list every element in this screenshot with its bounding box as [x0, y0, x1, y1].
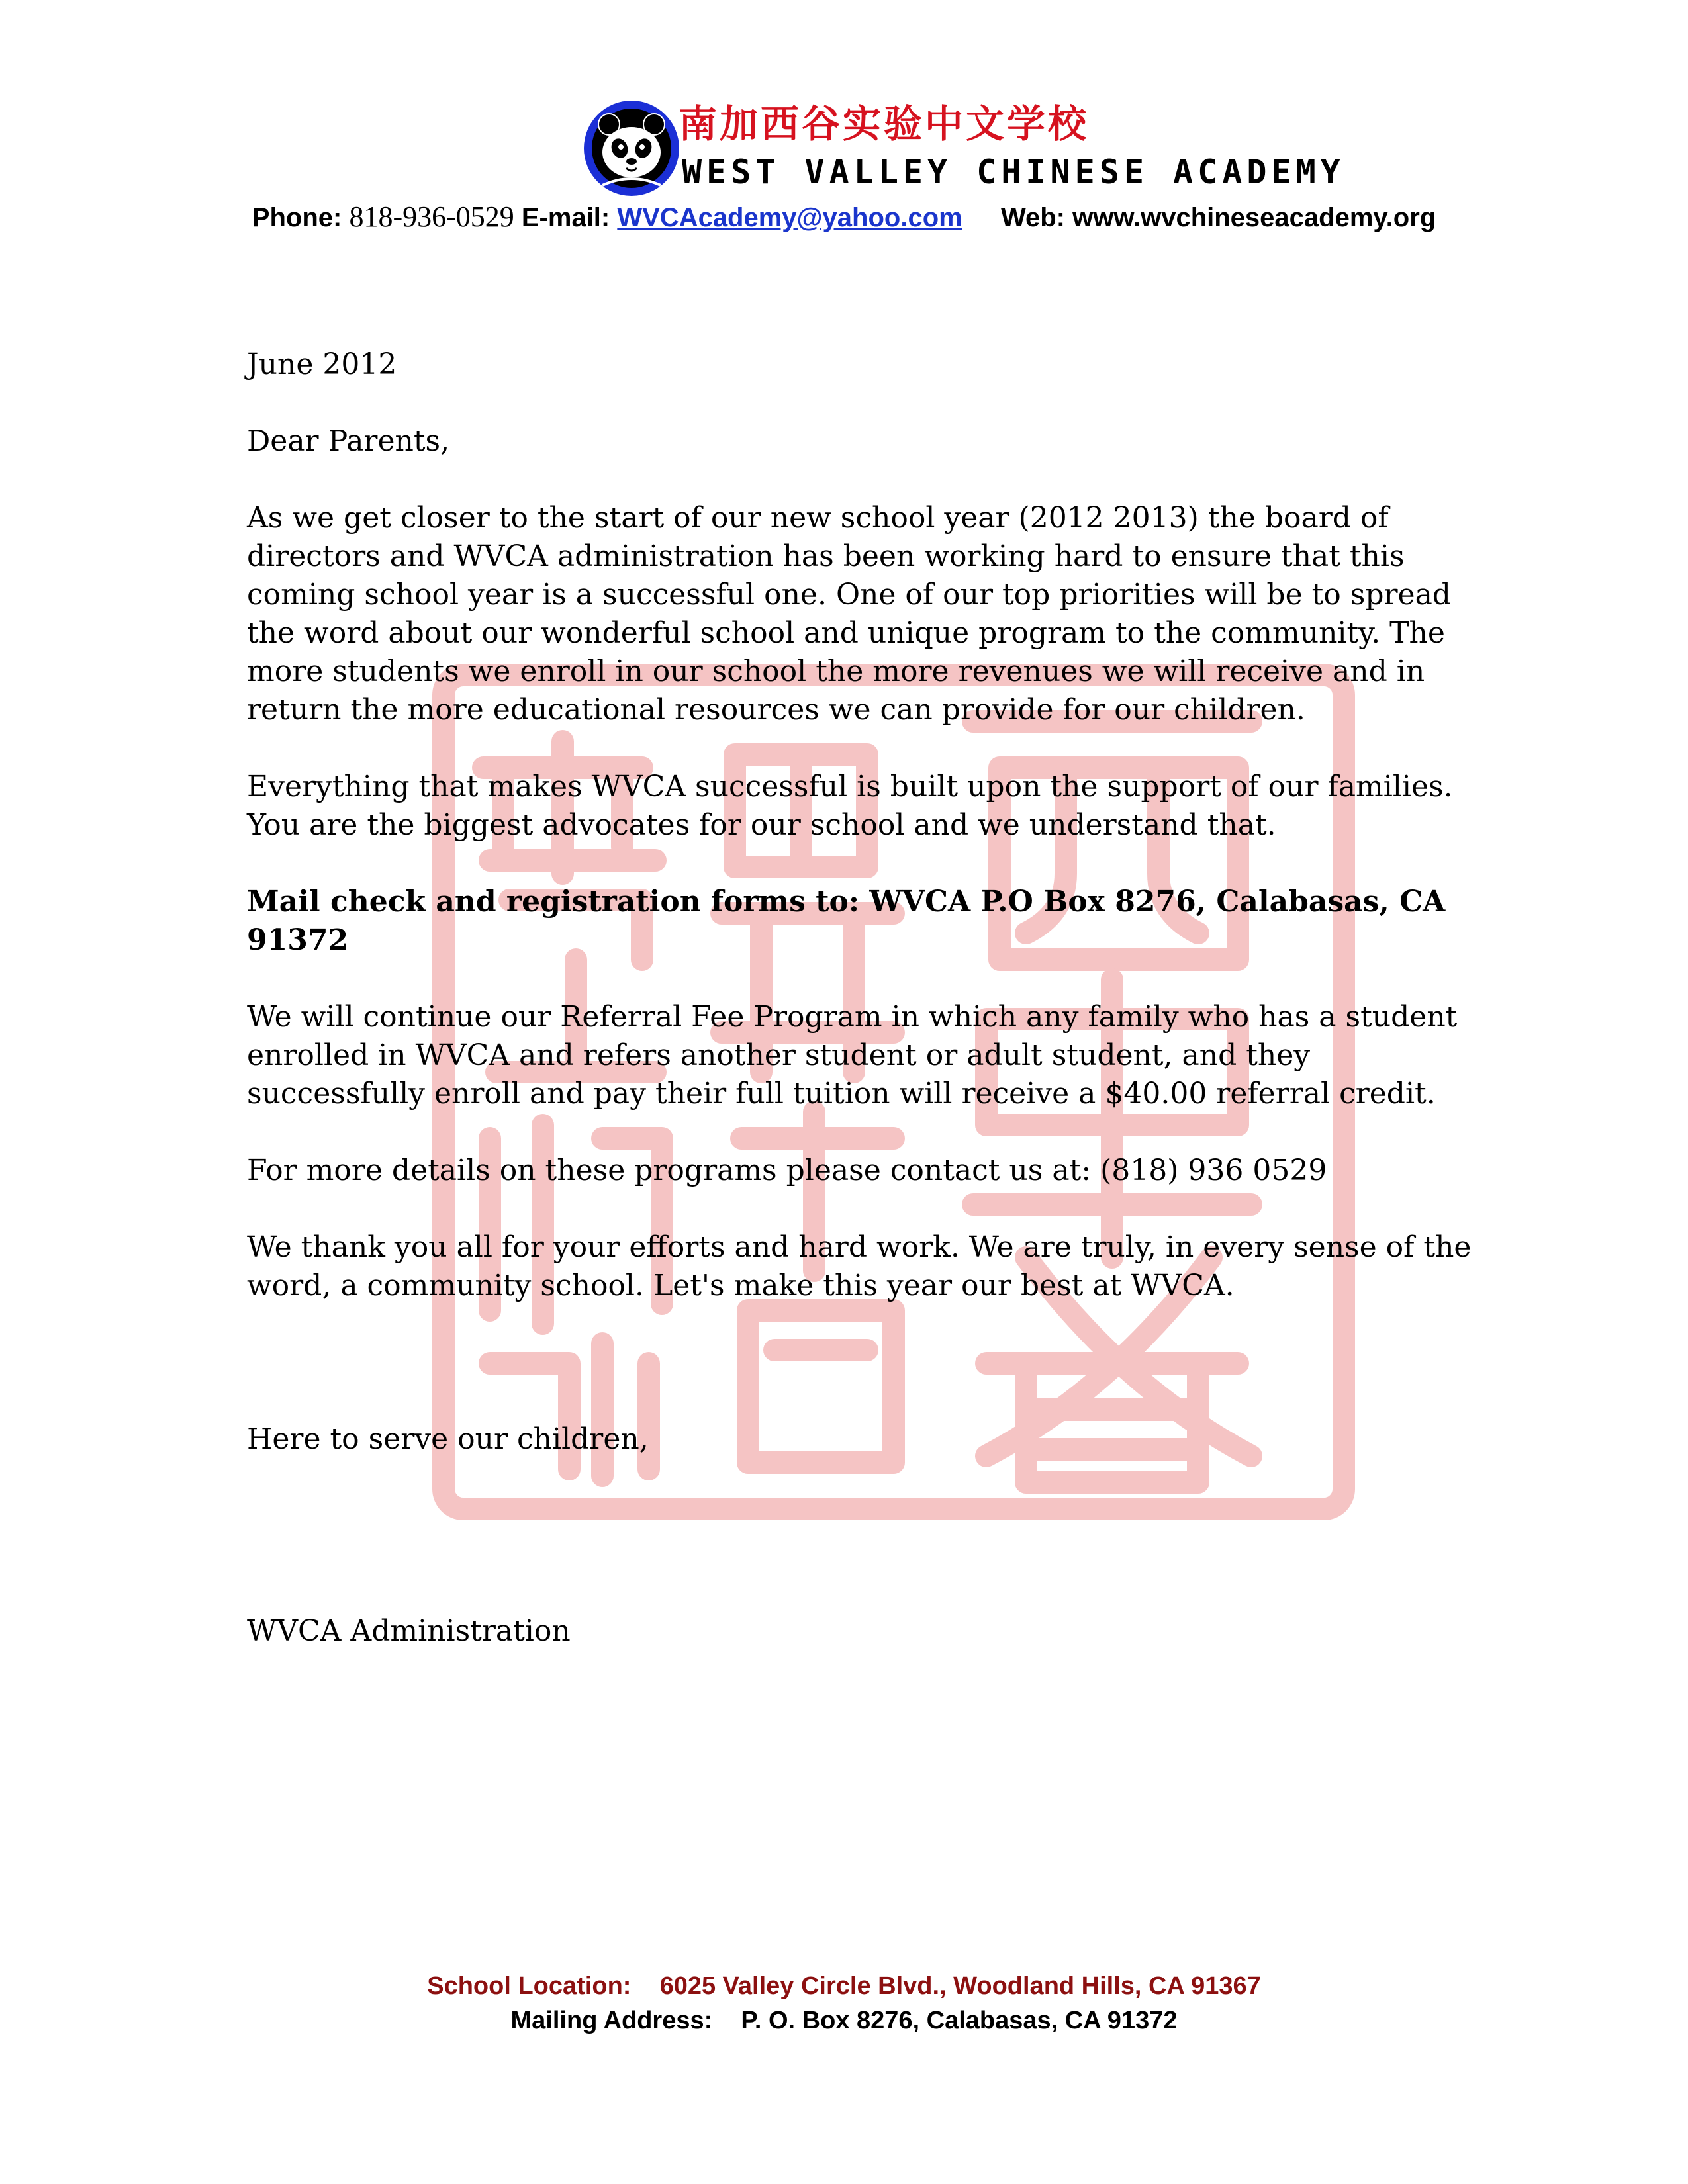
- mailing-address-line: [0, 2003, 1688, 2038]
- contact-line: [0, 201, 1688, 234]
- letter-paragraph-1: As we get closer to the start of our new school year (2012 2013) the board of directors and WVCA administration has been working hard to ensure that this coming school year is a successful one. One of our top priorities will be to spread the word about our wonderful school and unique program to the community. The more students we enroll in our school the more revenues we will receive and in return the more educational resources we can provide for our children.: [247, 501, 1451, 727]
- mailing-label: Mailing Address:: [510, 2007, 713, 2034]
- letter-closing: Here to serve our children,: [247, 1422, 649, 1456]
- mail-instruction: Mail check and registration forms to: WVCA P.O Box 8276, Calabasas, CA 91372: [247, 885, 1446, 957]
- letterhead: [0, 99, 1688, 199]
- footer: [0, 1969, 1688, 2038]
- mailing-value: P. O. Box 8276, Calabasas, CA 91372: [741, 2007, 1178, 2034]
- letter-salutation: Dear Parents,: [247, 424, 450, 458]
- letter-signature: WVCA Administration: [247, 1614, 571, 1648]
- letter-paragraph-5: We thank you all for your efforts and hard work. We are truly, in every sense of the word, a community school. Let's make this year our best at WVCA.: [247, 1230, 1472, 1302]
- email-link[interactable]: WVCAcademy@yahoo.com: [617, 203, 962, 232]
- letter-date: June 2012: [247, 347, 397, 381]
- letter-paragraph-3: We will continue our Referral Fee Program in which any family who has a student enrolled in WVCA and refers another student or adult student, and they successfully enroll and pay their full tuition will receive a $40.00 referral credit.: [247, 1000, 1458, 1111]
- phone-value: 818-936-0529: [349, 201, 514, 233]
- phone-label: Phone:: [252, 203, 342, 232]
- school-location-line: [0, 1969, 1688, 2003]
- letter-body: [247, 345, 1491, 1689]
- web-value: www.wvchineseacademy.org: [1072, 203, 1436, 232]
- letter-paragraph-4: For more details on these programs please contact us at: (818) 936 0529: [247, 1154, 1327, 1187]
- web-label: Web:: [1000, 203, 1065, 232]
- school-name-chinese: 南加西谷实验中文学校: [679, 101, 1090, 146]
- letter-paragraph-2: Everything that makes WVCA successful is built upon the support of our families. You are the biggest advocates for our school and we understand that.: [247, 770, 1453, 842]
- location-value: 6025 Valley Circle Blvd., Woodland Hills, CA 91367: [659, 1972, 1261, 2000]
- location-label: School Location:: [427, 1972, 632, 2000]
- email-label: E-mail:: [521, 203, 610, 232]
- panda-logo-icon: [583, 99, 680, 197]
- school-name-english: WEST VALLEY CHINESE ACADEMY: [682, 153, 1345, 191]
